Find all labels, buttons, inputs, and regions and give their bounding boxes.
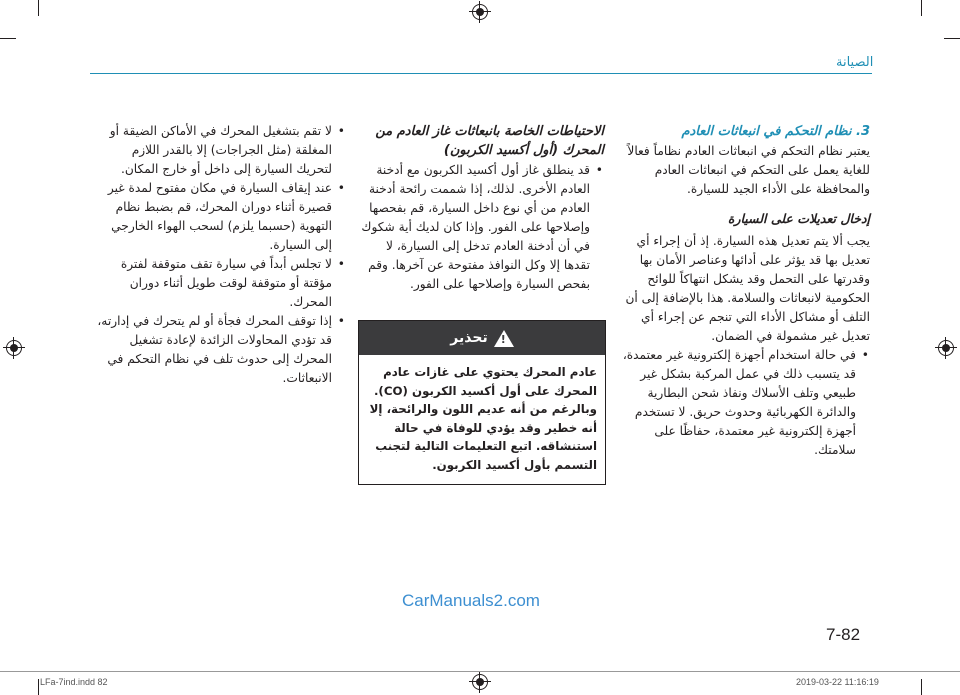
- right-column: [612, 122, 870, 460]
- warning-body: عادم المحرك يحتوي على غازات عادم المحرك على أول أكسيد الكربون (CO). وبالرغم من أنه عديم اللون والرائحة، إلا أنه خطير وقد يؤدي للوفاة في حالة استنشاقه. اتبع التعليمات التالية لتجنب التسمم بأول أكسيد الكربون.: [369, 365, 597, 472]
- list-item: • إذا توقف المحرك فجأة أو لم يتحرك في إدارته، قد تؤدي المحاولات الزائدة لإعادة تشغيل المحرك إلى حدوث تلف في نظام التحكم في الانبعاثات.: [96, 312, 332, 388]
- crop-mark: [38, 0, 39, 16]
- header-rule: [90, 73, 872, 74]
- footer-timestamp: 2019-03-22 11:16:19: [796, 677, 879, 687]
- section-title: الصيانة: [836, 55, 874, 70]
- modifications-subheading: إدخال تعديلات على السيارة: [727, 211, 870, 226]
- registration-mark-icon: [6, 340, 22, 356]
- modifications-body: يجب ألا يتم تعديل هذه السيارة. إذ أن إجراء أي تعديل بها قد يؤثر على أدائها وعناصر الأمان بها وقدرتها على التحمل وقد يشكل انتهاكاً للوائح الحكومية لانبعاثات والسلامة. هذا بالإضافة إلى أن التلف أو مشاكل الأداء التي تنجم عن إجراء أي تعديل غير مشمولة في الضمان.: [625, 234, 870, 343]
- exhaust-safety-list: [96, 122, 346, 388]
- watermark: CarManuals2.com: [402, 591, 540, 610]
- crop-mark: [921, 0, 922, 16]
- crop-mark: [921, 679, 922, 695]
- left-column: [96, 122, 346, 388]
- list-item: • لا تجلس أبداً في سيارة تقف متوقفة لفترة مؤقتة أو متوقفة لوقت طويل أثناء دوران المحرك.: [96, 255, 332, 312]
- emission-control-intro: يعتبر نظام التحكم في انبعاثات العادم نظاماً فعالاً للغاية يعمل على التحكم في انبعاثات العادم والمحافظة على الأداء الجيد للسيارة.: [627, 144, 870, 196]
- warning-title: تحذير: [450, 330, 488, 346]
- page-number: 7-82: [826, 625, 861, 644]
- modifications-list: [612, 346, 870, 460]
- warning-box: [358, 320, 606, 485]
- footer-rule: [0, 671, 960, 672]
- exhaust-precautions-list: [358, 161, 604, 294]
- crop-mark: [944, 38, 960, 39]
- crop-mark: [38, 679, 39, 695]
- registration-mark-icon: [472, 4, 488, 20]
- warning-header: [359, 321, 605, 355]
- list-item: • لا تقم بتشغيل المحرك في الأماكن الضيقة أو المغلقة (مثل الجراجات) إلا بالقدر اللازم لتحريك السيارة إلى داخل أو خارج المكان.: [96, 122, 332, 179]
- exhaust-precautions-heading: الاحتياطات الخاصة بانبعاثات غاز العادم من المحرك (أول أكسيد الكربون): [375, 124, 604, 158]
- list-item: • قد ينطلق غاز أول أكسيد الكربون مع أدخنة العادم الأخرى. لذلك، إذا شممت رائحة أدخنة العادم من أي نوع داخل السيارة، قم بفحصها وإصلاحها على الفور. وإذا كان لديك أية شكوك في أن أدخنة العادم تدخل إلى السيارة، لا تقدها إلا وكل النوافذ مفتوحة عن آخرها. وقم بفحص السيارة وإصلاحها على الفور.: [358, 161, 590, 294]
- footer-file-name: LFa-7ind.indd 82: [40, 677, 108, 687]
- emission-control-heading: 3. نظام التحكم في انبعاثات العادم: [681, 124, 870, 139]
- crop-mark: [0, 38, 16, 39]
- registration-mark-icon: [938, 340, 954, 356]
- middle-column: [358, 122, 604, 294]
- warning-triangle-icon: [494, 330, 514, 347]
- registration-mark-icon: [472, 674, 488, 690]
- list-item: • في حالة استخدام أجهزة إلكترونية غير معتمدة، قد يتسبب ذلك في عمل المركبة بشكل غير طبيعي وتلف الأسلاك ونفاذ شحن البطارية والدائرة الكهربائية وحدوث حريق. لا تستخدم أجهزة إلكترونية غير معتمدة، حفاظًا على سلامتك.: [612, 346, 856, 460]
- list-item: • عند إيقاف السيارة في مكان مفتوح لمدة غير قصيرة أثناء دوران المحرك، قم بضبط نظام التهوية (حسبما يلزم) لسحب الهواء الخارجي إلى السيارة.: [96, 179, 332, 255]
